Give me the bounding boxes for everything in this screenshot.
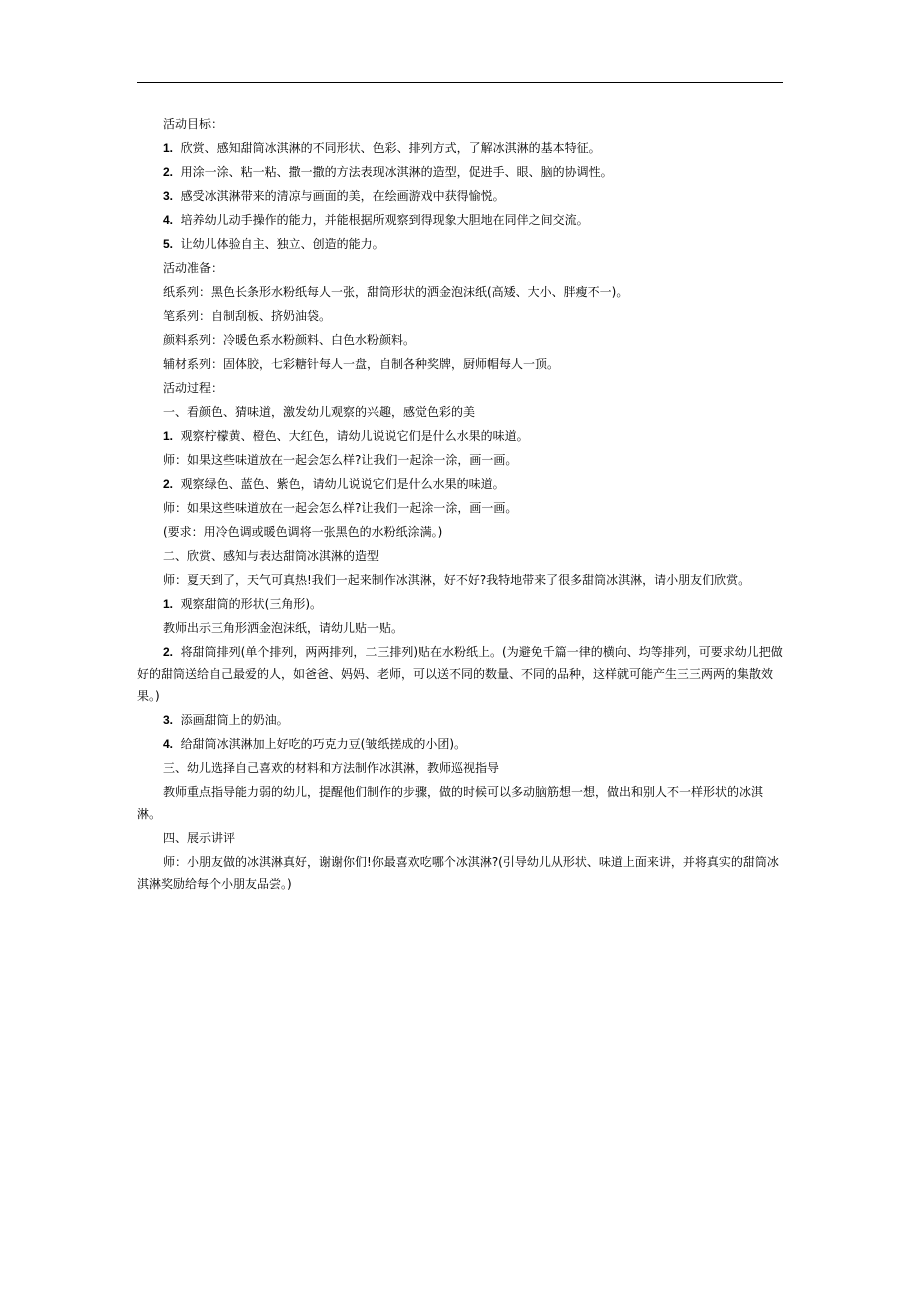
paragraph-text: 纸系列：黑色长条形水粉纸每人一张，甜筒形状的洒金泡沫纸(高矮、大小、胖瘦不一)。 <box>163 285 629 299</box>
paragraph <box>137 304 785 328</box>
paragraph-text: 三、幼儿选择自己喜欢的材料和方法制作冰淇淋，教师巡视指导 <box>163 761 500 775</box>
list-number: 3. <box>163 189 174 203</box>
paragraph-text: 师：如果这些味道放在一起会怎么样?让我们一起涂一涂，画一画。 <box>163 453 518 467</box>
paragraph <box>137 112 785 136</box>
list-number: 1. <box>163 597 174 611</box>
paragraph-text: 活动准备： <box>163 261 224 275</box>
paragraph-text: 一、看颜色、猜味道，激发幼儿观察的兴趣，感觉色彩的美 <box>163 405 476 419</box>
paragraph <box>137 328 785 352</box>
list-number: 3. <box>163 713 174 727</box>
paragraph <box>137 850 785 896</box>
paragraph-text: 教师重点指导能力弱的幼儿，提醒他们制作的步骤，做的时候可以多动脑筋想一想，做出和别人不一样形状的冰淇淋。 <box>137 785 764 821</box>
paragraph <box>137 520 785 544</box>
paragraph-text: (要求：用冷色调或暖色调将一张黑色的水粉纸涂满。) <box>163 525 443 539</box>
paragraph <box>137 496 785 520</box>
list-item <box>137 232 785 256</box>
paragraph-text: 师：如果这些味道放在一起会怎么样?让我们一起涂一涂，画一画。 <box>163 501 518 515</box>
paragraph-text: 欣赏、感知甜筒冰淇淋的不同形状、色彩、排列方式，了解冰淇淋的基本特征。 <box>180 141 601 155</box>
paragraph-text: 观察甜筒的形状(三角形)。 <box>180 597 323 611</box>
list-number: 2. <box>163 165 174 179</box>
list-item <box>137 160 785 184</box>
paragraph-text: 教师出示三角形洒金泡沫纸，请幼儿贴一贴。 <box>163 621 404 635</box>
paragraph-text: 二、欣赏、感知与表达甜筒冰淇淋的造型 <box>163 549 380 563</box>
paragraph <box>137 352 785 376</box>
section-heading <box>137 756 785 780</box>
paragraph-text: 感受冰淇淋带来的清凉与画面的美，在绘画游戏中获得愉悦。 <box>180 189 505 203</box>
list-item <box>137 592 785 616</box>
paragraph-text: 颜料系列：冷暖色系水粉颜料、白色水粉颜料。 <box>163 333 416 347</box>
list-item <box>137 136 785 160</box>
list-item <box>137 732 785 756</box>
list-number: 2. <box>163 477 174 491</box>
list-number: 4. <box>163 737 174 751</box>
paragraph <box>137 780 785 826</box>
paragraph <box>137 376 785 400</box>
paragraph-text: 师：夏天到了，天气可真热!我们一起来制作冰淇淋，好不好?我特地带来了很多甜筒冰淇淋，请小朋友们欣赏。 <box>163 573 751 587</box>
list-item <box>137 424 785 448</box>
paragraph <box>137 256 785 280</box>
section-heading <box>137 826 785 850</box>
paragraph <box>137 568 785 592</box>
paragraph-text: 培养幼儿动手操作的能力，并能根据所观察到得现象大胆地在同伴之间交流。 <box>180 213 589 227</box>
paragraph-text: 辅材系列：固体胶，七彩糖针每人一盘，自制各种奖牌，厨师帽每人一顶。 <box>163 357 560 371</box>
paragraph-text: 添画甜筒上的奶油。 <box>180 713 289 727</box>
paragraph-text: 观察绿色、蓝色、紫色，请幼儿说说它们是什么水果的味道。 <box>180 477 505 491</box>
paragraph <box>137 616 785 640</box>
paragraph <box>137 448 785 472</box>
paragraph <box>137 280 785 304</box>
paragraph-text: 给甜筒冰淇淋加上好吃的巧克力豆(皱纸搓成的小团)。 <box>180 737 467 751</box>
list-item <box>137 184 785 208</box>
list-item <box>137 208 785 232</box>
list-number: 1. <box>163 429 174 443</box>
section-heading <box>137 400 785 424</box>
document-body <box>137 112 785 896</box>
header-rule <box>137 82 783 83</box>
list-number: 2. <box>163 645 174 659</box>
paragraph-text: 将甜筒排列(单个排列，两两排列，二三排列)贴在水粉纸上。(为避免千篇一律的横向、均等排列，可要求幼儿把做好的甜筒送给自己最爱的人，如爸爸、妈妈、老师，可以送不同的数量、不同的品种，这样就可能产生三三两两的集散效果。) <box>137 645 783 703</box>
section-heading <box>137 544 785 568</box>
paragraph-text: 观察柠檬黄、橙色、大红色，请幼儿说说它们是什么水果的味道。 <box>180 429 529 443</box>
list-item <box>137 640 785 708</box>
paragraph-text: 师：小朋友做的冰淇淋真好，谢谢你们!你最喜欢吃哪个冰淇淋?(引导幼儿从形状、味道上面来讲，并将真实的甜筒冰淇淋奖励给每个小朋友品尝。) <box>137 855 779 891</box>
list-item <box>137 472 785 496</box>
paragraph-text: 用涂一涂、粘一粘、撒一撒的方法表现冰淇淋的造型，促进手、眼、脑的协调性。 <box>180 165 613 179</box>
paragraph-text: 活动过程： <box>163 381 224 395</box>
list-number: 5. <box>163 237 174 251</box>
list-number: 1. <box>163 141 174 155</box>
paragraph-text: 让幼儿体验自主、独立、创造的能力。 <box>180 237 385 251</box>
list-item <box>137 708 785 732</box>
paragraph-text: 四、展示讲评 <box>163 831 236 845</box>
paragraph-text: 活动目标： <box>163 117 224 131</box>
paragraph-text: 笔系列：自制刮板、挤奶油袋。 <box>163 309 332 323</box>
list-number: 4. <box>163 213 174 227</box>
